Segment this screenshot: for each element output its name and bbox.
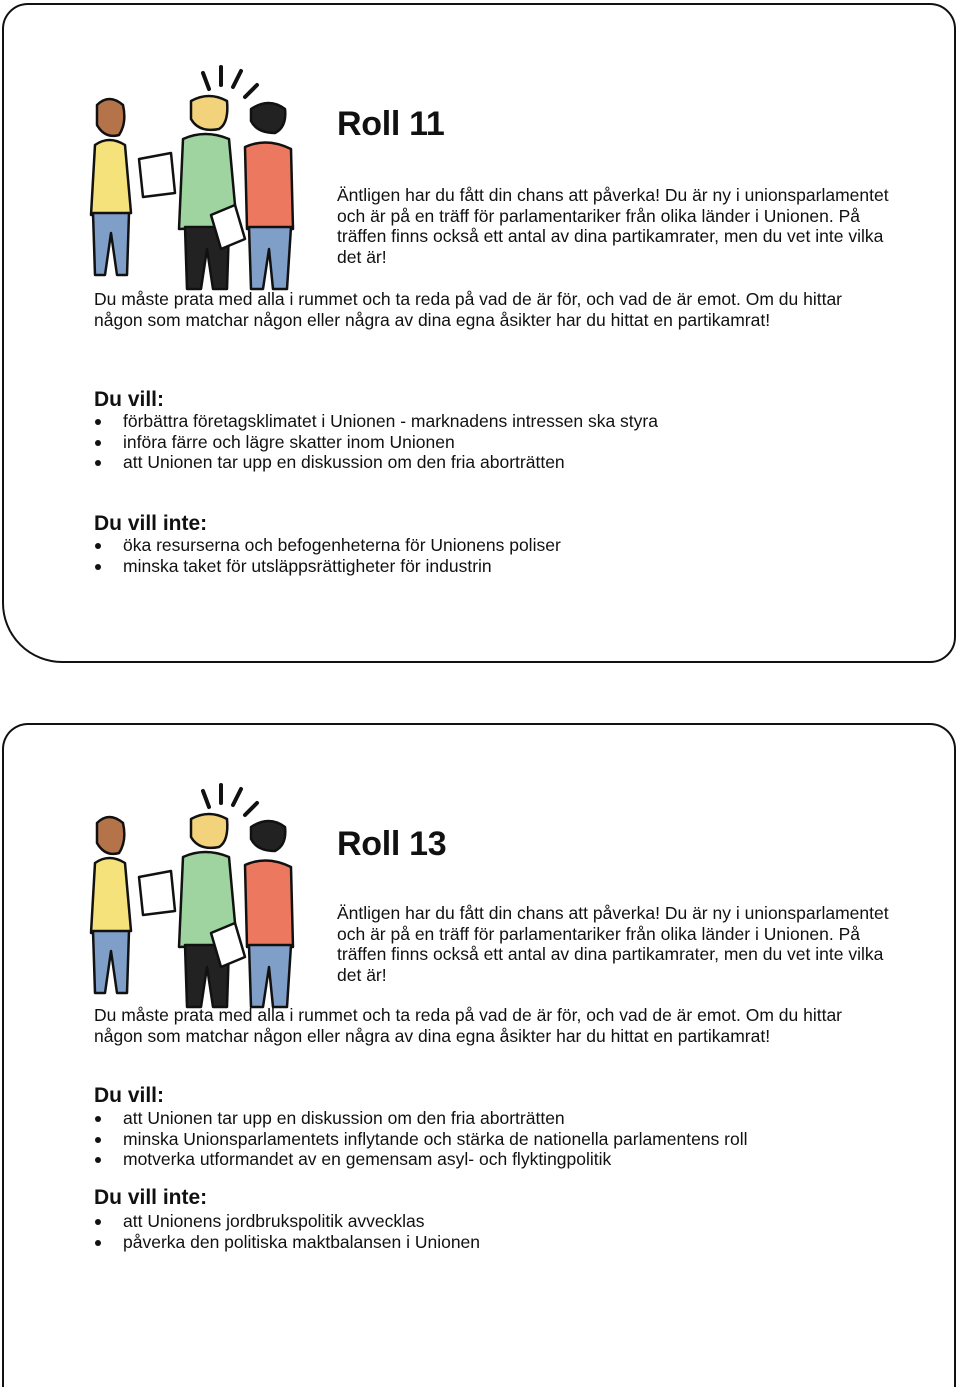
role-title: Roll 13	[337, 825, 447, 863]
list-item: införa färre och lägre skatter inom Unionen	[94, 432, 658, 453]
not-wants-heading: Du vill inte:	[94, 1186, 208, 1209]
list-item: påverka den politiska maktbalansen i Unionen	[94, 1232, 480, 1253]
wants-list	[94, 411, 658, 473]
not-wants-list	[94, 1211, 480, 1252]
list-item: att Unionen tar upp en diskussion om den fria aborträtten	[94, 452, 658, 473]
list-item: motverka utformandet av en gemensam asyl- och flyktingpolitik	[94, 1149, 748, 1170]
list-item: öka resurserna och befogenheterna för Unionens poliser	[94, 535, 561, 556]
role-intro: Äntligen har du fått din chans att påverka! Du är ny i unionsparlamentet och är på en träff för parlamentariker från olika länder i Unionen. På träffen finns också ett antal av dina partikamrater, men du vet inte vilka det är!	[337, 185, 889, 267]
list-item: minska Unionsparlamentets inflytande och stärka de nationella parlamentens roll	[94, 1129, 748, 1150]
wants-heading: Du vill:	[94, 388, 165, 411]
role-title: Roll 11	[337, 105, 445, 143]
role-card-13	[2, 723, 956, 1387]
role-instructions: Du måste prata med alla i rummet och ta reda på vad de är för, och vad de är emot. Om du hittar någon som matchar någon eller några av dina egna åsikter har du hittat en partikamrat!	[94, 1005, 843, 1046]
list-item: att Unionens jordbrukspolitik avvecklas	[94, 1211, 480, 1232]
not-wants-list	[94, 535, 561, 576]
people-discussing-illustration	[79, 781, 319, 1011]
list-item: minska taket för utsläppsrättigheter för industrin	[94, 556, 561, 577]
people-discussing-illustration	[79, 63, 319, 293]
role-instructions: Du måste prata med alla i rummet och ta reda på vad de är för, och vad de är emot. Om du hittar någon som matchar någon eller några av dina egna åsikter har du hittat en partikamrat!	[94, 289, 843, 330]
wants-list	[94, 1108, 748, 1170]
role-card-11	[2, 3, 956, 663]
not-wants-heading: Du vill inte:	[94, 512, 208, 535]
list-item: förbättra företagsklimatet i Unionen - marknadens intressen ska styra	[94, 411, 658, 432]
wants-heading: Du vill:	[94, 1084, 165, 1107]
role-intro: Äntligen har du fått din chans att påverka! Du är ny i unionsparlamentet och är på en träff för parlamentariker från olika länder i Unionen. På träffen finns också ett antal av dina partikamrater, men du vet inte vilka det är!	[337, 903, 889, 985]
list-item: att Unionen tar upp en diskussion om den fria aborträtten	[94, 1108, 748, 1129]
